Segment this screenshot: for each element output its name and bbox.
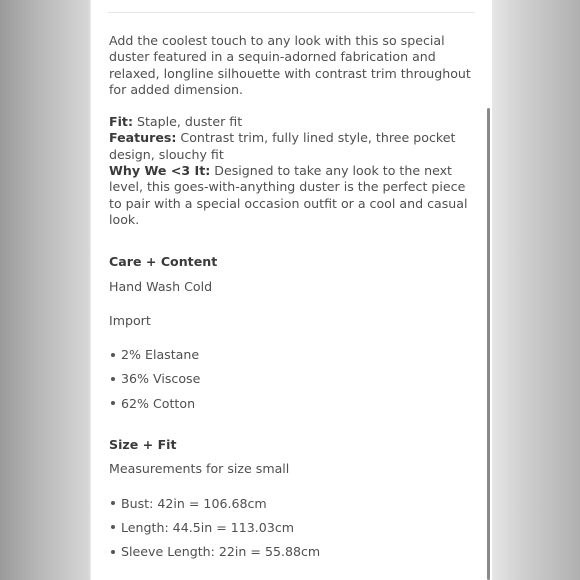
measurement-text: Length: 44.5in = 113.03cm — [121, 519, 295, 535]
materials-list — [109, 347, 479, 412]
bullet-icon — [111, 377, 115, 381]
bullet-icon — [111, 550, 115, 554]
material-text: 2% Elastane — [121, 347, 200, 363]
care-wash-instruction: Hand Wash Cold — [109, 278, 213, 294]
material-text: 62% Cotton — [121, 395, 196, 411]
material-text: 36% Viscose — [121, 371, 201, 387]
product-description: Add the coolest touch to any look with this so special duster featured in a sequin-adorned fabrication and relaxed, longline silhouette with contrast trim throughout for added dimension. — [109, 33, 471, 97]
product-description-content — [109, 33, 479, 561]
bullet-icon — [111, 501, 115, 505]
measurement-text: Sleeve Length: 22in = 55.88cm — [121, 544, 321, 560]
list-item — [109, 496, 479, 512]
divider — [108, 12, 475, 13]
product-details-panel — [90, 0, 493, 580]
detail-features — [109, 130, 479, 163]
bullet-icon — [111, 525, 115, 529]
size-note: Measurements for size small — [109, 461, 290, 477]
detail-value: Staple, duster fit — [137, 114, 243, 130]
measurements-list — [109, 496, 479, 561]
care-content-heading: Care + Content — [109, 254, 218, 270]
list-item — [109, 544, 479, 560]
scrollbar-thumb[interactable] — [487, 108, 490, 580]
detail-value: Designed to take any look to the next level, this goes-with-anything duster is the perfect piece to pair with a special occasion outfit or a cool and casual look. — [109, 163, 468, 227]
detail-label: Fit: — [109, 114, 133, 130]
detail-why-we-love-it — [109, 163, 479, 228]
detail-value: Contrast trim, fully lined style, three pocket design, slouchy fit — [109, 130, 456, 162]
detail-label: Why We <3 It: — [109, 163, 211, 179]
care-origin: Import — [109, 312, 151, 328]
list-item — [109, 371, 479, 387]
list-item — [109, 347, 479, 363]
detail-fit — [109, 114, 479, 130]
product-details-list — [109, 114, 479, 228]
background-right — [492, 0, 580, 580]
detail-label: Features: — [109, 130, 177, 146]
bullet-icon — [111, 353, 115, 357]
size-fit-heading: Size + Fit — [109, 437, 177, 453]
measurement-text: Bust: 42in = 106.68cm — [121, 495, 267, 511]
bullet-icon — [111, 401, 115, 405]
list-item — [109, 396, 479, 412]
list-item — [109, 520, 479, 536]
